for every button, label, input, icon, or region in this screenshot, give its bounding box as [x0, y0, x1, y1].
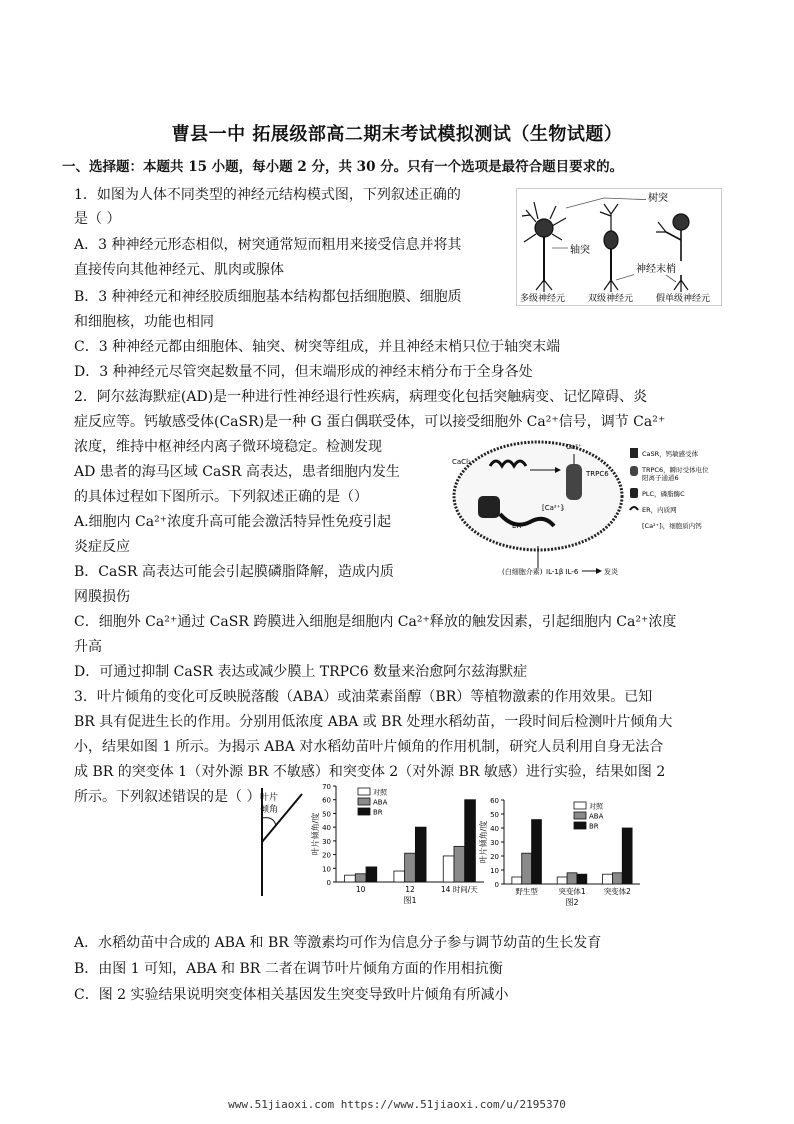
footer-watermark: www.51jiaoxi.com https://www.51jiaoxi.com/u/2195370 — [228, 1098, 566, 1111]
q1-line: 1．如图为人体不同类型的神经元结构模式图，下列叙述正确的 — [74, 187, 461, 203]
label-pseudounipolar: 假单级神经元 — [656, 294, 711, 304]
q2-option-c: C．细胞外 Ca²⁺通过 CaSR 跨膜进入细胞是细胞内 Ca²⁺释放的触发因素，引起细胞内 Ca²⁺浓度 — [74, 614, 677, 630]
x-tick-label: 野生型 — [515, 887, 538, 896]
legend-er: ER，内质网 — [642, 506, 677, 514]
y-tick-label: 0 — [326, 879, 331, 887]
label-bipolar: 双级神经元 — [588, 294, 634, 304]
q2-option-a: A.细胞内 Ca²⁺浓度升高可能会激活特异性免疫引起 — [74, 514, 392, 530]
y-axis-label: 叶片倾角/度 — [311, 812, 320, 856]
y-axis-label: 叶片倾角/度 — [479, 820, 488, 864]
bar-对照 — [443, 856, 454, 882]
legend-label: BR — [373, 808, 383, 817]
figure-2-chart — [478, 796, 644, 906]
leaf-angle-schematic — [254, 784, 310, 898]
legend-swatch — [574, 822, 586, 829]
y-tick-label: 60 — [322, 796, 331, 805]
legend-label: BR — [589, 822, 599, 831]
bar-ABA — [454, 846, 465, 882]
bar-对照 — [512, 877, 522, 884]
x-tick-label: 突变体1 — [558, 887, 586, 896]
bar-BR — [465, 800, 476, 882]
x-tick-label: 突变体2 — [603, 887, 631, 896]
legend-trpc6: TRPC6，瞬时受体电位 — [642, 466, 709, 474]
chart-title: 图2 — [565, 898, 579, 906]
label-dendrite: 树突 — [648, 193, 668, 204]
section-heading: 一、选择题：本题共 15 小题，每小题 2 分，共 30 分。只有一个选项是最符合题目要求的。 — [62, 159, 624, 175]
bar-BR — [532, 820, 542, 884]
q2-line: 症反应等。钙敏感受体(CaSR)是一种 G 蛋白偶联受体，可以接受细胞外 Ca²⁺信号，调节 Ca²⁺ — [74, 414, 666, 430]
label-ca-i: [Ca²⁺]ᵢ — [542, 504, 565, 512]
label-top-ca: Ca²⁺ — [566, 443, 582, 451]
legend-swatch — [358, 788, 370, 795]
y-tick-label: 30 — [490, 839, 499, 847]
bar-对照 — [394, 871, 405, 882]
y-tick-label: 40 — [322, 824, 331, 833]
q1-option-a: A．3 种神经元形态相似，树突通常短而粗用来接受信息并将其 — [74, 237, 462, 253]
q1-option-c: C．3 种神经元都由细胞体、轴突、树突等组成，并且神经末梢只位于轴突末端 — [74, 339, 561, 355]
leaf-label-2: 倾角 — [260, 805, 279, 815]
q2-line: 2．阿尔兹海默症(AD)是一种进行性神经退行性疾病，病理变化包括突触病变、记忆障碍、炎 — [74, 389, 648, 405]
figure-1-chart — [310, 780, 490, 906]
y-tick-label: 50 — [490, 811, 499, 819]
legend-cai: [Ca²⁺]ᵢ，细胞质内钙 — [642, 522, 702, 530]
q2-option-b: B．CaSR 高表达可能会引起膜磷脂降解，造成内质 — [74, 564, 394, 580]
q1-option-d: D．3 种神经元尽管突起数量不同，但末端形成的神经末梢分布于全身各处 — [74, 364, 533, 380]
y-tick-label: 60 — [490, 797, 499, 805]
q3-line: 成 BR 的突变体 1（对外源 BR 不敏感）和突变体 2（对外源 BR 敏感）进行实验，结果如图 2 — [74, 764, 666, 780]
x-tick-label: 10 — [355, 885, 366, 894]
label-inflammation: 发炎 — [604, 568, 618, 576]
label-il: IL-1β IL-6 — [546, 568, 579, 576]
q3-line: BR 具有促进生长的作用。分别用低浓度 ABA 或 BR 处理水稻幼苗，一段时间后检测叶片倾角大 — [74, 714, 673, 730]
q1-option-a-cont: 直接传向其他神经元、肌肉或腺体 — [74, 262, 284, 278]
bar-对照 — [557, 877, 567, 884]
x-tick-label: 14 时间/天 — [440, 885, 478, 894]
trpc6-channel-icon — [566, 464, 582, 500]
y-tick-label: 30 — [322, 837, 331, 846]
bar-ABA — [612, 873, 622, 884]
q3-option-c: C．图 2 实验结果说明突变体相关基因发生突变导致叶片倾角有所减小 — [74, 987, 509, 1003]
q3-option-a: A．水稻幼苗中合成的 ABA 和 BR 等激素均可作为信息分子参与调节幼苗的生长发育 — [74, 935, 602, 951]
y-tick-label: 50 — [322, 810, 331, 819]
legend-swatch — [574, 802, 586, 809]
y-tick-label: 20 — [322, 851, 331, 860]
legend-swatch — [358, 808, 370, 815]
leaf-label-1: 叶片 — [260, 793, 279, 803]
y-tick-label: 20 — [490, 853, 499, 861]
legend-swatch — [358, 798, 370, 805]
q2-option-b-cont: 网膜损伤 — [74, 589, 130, 605]
bar-对照 — [345, 875, 356, 882]
q3-line: 3．叶片倾角的变化可反映脱落酸（ABA）或油菜素甾醇（BR）等植物激素的作用效果。已知 — [74, 689, 653, 705]
bar-对照 — [603, 874, 613, 884]
y-tick-label: 70 — [322, 783, 331, 791]
legend-label: 对照 — [373, 788, 387, 797]
q2-option-c-cont: 升高 — [74, 639, 102, 655]
y-tick-label: 10 — [490, 867, 499, 875]
plc-icon — [478, 496, 500, 518]
label-multipolar: 多级神经元 — [520, 294, 566, 304]
bar-ABA — [355, 874, 366, 882]
bar-BR — [366, 867, 377, 882]
pathway-legend — [630, 448, 709, 530]
q3-line: 所示。下列叙述错误的是（ ） — [74, 789, 261, 805]
q3-option-b: B．由图 1 可知，ABA 和 BR 二者在调节叶片倾角方面的作用相抗衡 — [74, 961, 503, 977]
label-nerve-terminal: 神经末梢 — [636, 264, 676, 275]
q3-line: 小，结果如图 1 所示。为揭示 ABA 对水稻幼苗叶片倾角的作用机制，研究人员利用自身无法合 — [74, 739, 664, 755]
y-tick-label: 40 — [490, 825, 499, 833]
legend-casr: CaSR，钙敏感受体 — [642, 450, 699, 458]
q2-option-a-cont: 炎症反应 — [74, 539, 130, 555]
legend-plc: PLC，磷脂酶C — [642, 490, 685, 498]
label-cacl2: CaCl₂ — [452, 458, 471, 466]
q2-line: AD 患者的海马区域 CaSR 高表达，患者细胞内发生 — [74, 464, 400, 480]
label-er: ER — [512, 522, 522, 530]
y-tick-label: 0 — [494, 881, 499, 889]
y-tick-label: 10 — [322, 865, 331, 874]
bar-BR — [577, 874, 587, 884]
bar-ABA — [567, 873, 577, 884]
q1-option-b: B．3 种神经元和神经胶质细胞基本结构都包括细胞膜、细胞质 — [74, 289, 462, 305]
label-interleukin: (白细胞介素) — [502, 568, 543, 576]
legend-trpc6-2: 阳离子通道6 — [642, 474, 679, 482]
bar-BR — [415, 827, 426, 882]
bar-ABA — [522, 853, 532, 884]
casr-pathway-figure — [450, 436, 732, 582]
legend-label: 对照 — [589, 802, 603, 811]
q2-option-d: D．可通过抑制 CaSR 表达或减少膜上 TRPC6 数量来治愈阿尔兹海默症 — [74, 664, 528, 680]
chart-title: 图1 — [403, 896, 417, 905]
legend-swatch — [574, 812, 586, 819]
q1-line: 是（ ） — [74, 211, 121, 227]
label-trpc6: TRPC6 — [586, 470, 609, 478]
q1-option-b-cont: 和细胞核，功能也相同 — [74, 314, 214, 330]
bar-ABA — [405, 853, 416, 882]
q2-line: 的具体过程如下图所示。下列叙述正确的是（） — [74, 489, 368, 505]
neuron-figure — [516, 188, 722, 306]
bar-BR — [622, 828, 632, 884]
label-axon: 轴突 — [570, 245, 590, 256]
x-tick-label: 12 — [405, 885, 415, 894]
q2-line: 浓度，维持中枢神经内离子微环境稳定。检测发现 — [74, 439, 382, 455]
legend-label: ABA — [589, 812, 604, 821]
legend-label: ABA — [373, 798, 388, 807]
page-title: 曹县一中 拓展级部高二期末考试模拟测试（生物试题） — [171, 124, 623, 145]
